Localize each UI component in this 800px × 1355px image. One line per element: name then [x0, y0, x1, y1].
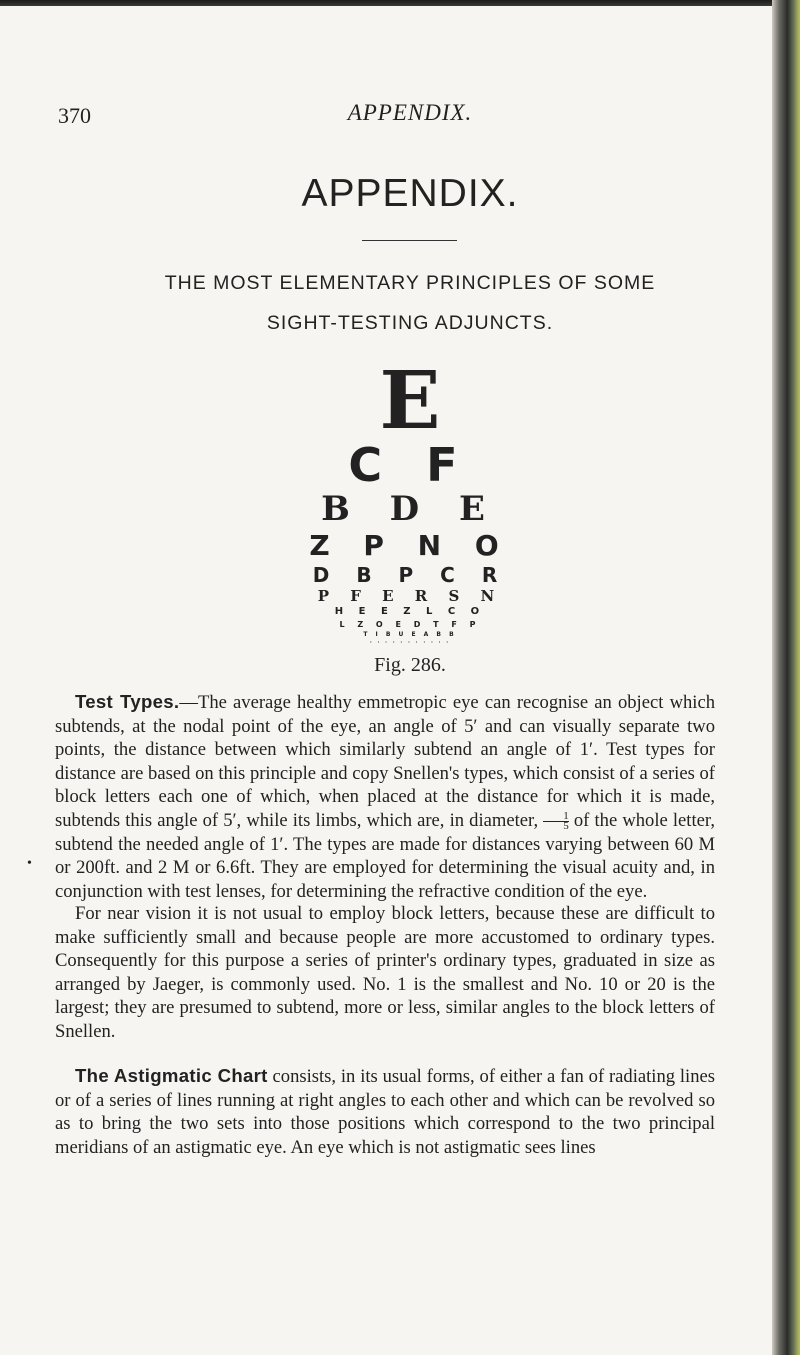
margin-mark: • — [27, 856, 32, 871]
chart-row: T I B U E A B B — [363, 631, 457, 638]
paragraph-test-types — [55, 690, 715, 903]
fraction-denominator: 5 — [563, 820, 569, 833]
paragraph-near-vision — [55, 902, 715, 1044]
chart-row: P F E R S N — [317, 587, 503, 605]
chart-row: H E E Z L C O — [334, 606, 486, 617]
chart-row: C F — [348, 438, 472, 492]
appendix-title: APPENDIX. — [301, 172, 519, 215]
paragraph-lead: Test Types. — [75, 691, 180, 712]
chart-row: E — [379, 353, 441, 447]
paragraph-text — [55, 690, 715, 903]
subtitle-line-2: SIGHT-TESTING ADJUNCTS. — [266, 312, 554, 334]
paragraph-text — [55, 1064, 715, 1159]
chart-row: B D E — [321, 489, 499, 529]
title-rule — [362, 240, 457, 241]
snellen-test-chart — [0, 353, 800, 649]
subtitle-line-1: THE MOST ELEMENTARY PRINCIPLES OF SOME — [164, 272, 656, 294]
paragraph-text-part-1: —The average healthy emmetropic eye can recognise an object which subtends, at the nodal point of the eye, an angle of 5′ and can visually separate two points, the distance between which similarly subtend an angle of 1′. Test types for distance are based on this principle and copy Snellen's types, which consist of a series of block letters each one of which, when placed at the distance for which it is made, subtends this angle of 5′, while its limbs, which are, in diameter, — [55, 692, 716, 831]
chart-row: · · · · · · · · · · · — [369, 640, 451, 646]
paragraph-text: For near vision it is not usual to employ block letters, because these are difficult to make sufficiently small and because people are more accustomed to ordinary types. Consequently for this purpose a series of printer's ordinary types, graduated in size as arranged by Jaeger, is commonly used. No. 1 is the smallest and No. 10 or 20 is the largest; they are presumed to subtend, more or less, similar angles to the block letters of Snellen. — [55, 903, 715, 1042]
paragraph-astigmatic-chart — [55, 1064, 715, 1159]
page-top-edge — [0, 0, 800, 6]
page-number: 370 — [58, 103, 91, 128]
chart-row: Z P N O — [309, 529, 511, 562]
running-head: APPENDIX. — [347, 100, 473, 125]
paragraph-lead: The Astigmatic Chart — [75, 1065, 268, 1086]
paragraph-text-body: consists, in its usual forms, of either a fan of radiating lines or of a series of lines running at right angles to each other and which can be revolved so as to bring the two sets into those positions which correspond to the two principal meridians of an astigmatic eye. An eye which is not astigmatic sees lines — [55, 1066, 716, 1158]
chart-row: D B P C R — [312, 563, 508, 587]
fraction — [543, 812, 569, 831]
paragraph-text-part-2: of the whole letter, subtend the needed angle of 1′. The types are made for distances varying between 60 M or 200ft. and 2 M or 6.6ft. They are employed for determining the visual acuity and, in conjunction with test lenses, for determining the refractive condition of the eye. — [55, 809, 715, 902]
fraction-numerator: 1 — [543, 812, 569, 822]
figure-caption: Fig. 286. — [374, 654, 446, 676]
chart-row: L Z O E D T F P — [339, 620, 481, 629]
